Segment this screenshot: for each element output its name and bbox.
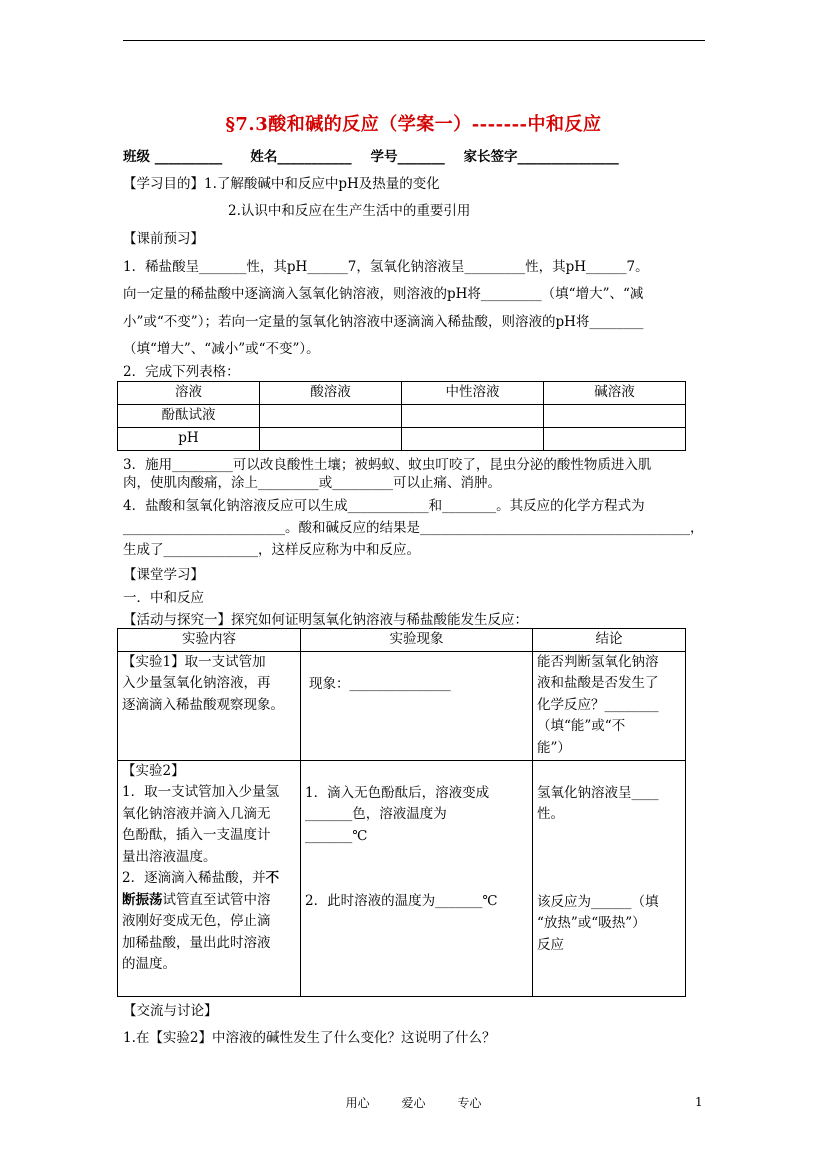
table-header: 酸溶液 [260,382,402,405]
number-field: 学号_______ [370,149,445,165]
preview-heading: 【课前预习】 [123,231,204,247]
objectives-label: 【学习目的】 [123,176,204,192]
name-field: 姓名___________ [250,149,352,165]
class-field: 班级 __________ [123,149,223,165]
preview-q1-line-1: 1．稀盐酸呈_______性，其pH______7，氢氧化钠溶液呈_________性，其pH______7。 [123,259,649,275]
exp2-phenomenon: 1．滴入无色酚酞后，溶液变成 _______色，溶液温度为 _______℃ 2．此时溶液的温度为_______℃ [301,760,533,996]
preview-q4-line-2: ________________________。酸和碱反应的结果是________________________________________， [123,520,704,536]
answer-cell [402,428,544,451]
experiment-table [117,628,686,997]
preview-q4-line-1: 4．盐酸和氢氧化钠溶液反应可以生成____________和________。其反应的化学方程式为 [123,498,645,514]
row-label: pH [118,428,260,451]
row-label: 酚酞试液 [118,405,260,428]
preview-q2: 2．完成下列表格： [123,364,240,380]
table-header: 实验内容 [118,629,301,652]
footer-item: 爱心 [401,1096,426,1110]
section-neutralization: 一．中和反应 [123,590,204,606]
answer-cell [260,428,402,451]
table-header: 碱溶液 [544,382,686,405]
objectives-line-1 [123,174,440,194]
answer-cell [544,428,686,451]
footer-item: 专心 [457,1096,482,1110]
page-title: §7.3酸和碱的反应（学案一）-------中和反应 [225,114,602,135]
preview-q1-line-4: （填“增大”、“减小”或“不变”）。 [123,341,320,357]
table-header: 结论 [533,629,686,652]
indicator-table [117,381,686,451]
header-rule [123,40,705,41]
preview-q1-line-3: 小”或“不变”）；若向一定量的氢氧化钠溶液中逐滴滴入稀盐酸，则溶液的pH将________ [123,314,644,330]
table-row [118,405,686,428]
exp1-phenomenon: 现象：_______________ [301,651,533,760]
parent-sign-field: 家长签字_______________ [463,149,619,165]
exp1-content: 【实验1】取一支试管加 入少量氢氧化钠溶液，再 逐滴滴入稀盐酸观察现象。 [118,651,301,760]
objective-1: 1.了解酸碱中和反应中pH及热量的变化 [204,176,440,192]
exp1-conclusion: 能否判断氢氧化钠溶 液和盐酸是否发生了 化学反应？________ （填“能”或“不 能”） [533,651,686,760]
student-info-line [123,147,619,167]
table-header: 溶液 [118,382,260,405]
objective-2: 2.认识中和反应在生产生活中的重要引用 [228,203,471,219]
table-header: 实验现象 [301,629,533,652]
table-row [118,428,686,451]
page-footer [0,1094,827,1111]
exp2-content: 【实验2】 1．取一支试管加入少量氢 氧化钠溶液并滴入几滴无 色酚酞，插入一支温度计 量出溶液温度。 2．逐滴滴入稀盐酸，并不 断振荡试管直至试管中溶 液刚好变成无色，停止滴 加稀盐酸，量出此时溶液 的温度。 [118,760,301,996]
preview-q4-line-3: 生成了______________，这样反应称为中和反应。 [123,542,420,558]
classroom-heading: 【课堂学习】 [123,567,204,583]
answer-cell [260,405,402,428]
activity-heading: 【活动与探究一】探究如何证明氢氧化钠溶液与稀盐酸能发生反应： [123,612,528,628]
discussion-heading: 【交流与讨论】 [123,1003,218,1019]
table-row [118,651,686,760]
preview-q3-line-1: 3．施用_________可以改良酸性土壤；被蚂蚁、蚊虫叮咬了，昆虫分泌的酸性物质进入肌 [123,457,652,473]
answer-cell [402,405,544,428]
table-row [118,760,686,996]
footer-item: 用心 [345,1096,370,1110]
preview-q1-line-2: 向一定量的稀盐酸中逐滴滴入氢氧化钠溶液，则溶液的pH将_________（填“增大”、“减 [123,286,644,302]
answer-cell [544,405,686,428]
page-number: 1 [695,1095,703,1109]
preview-q3-line-2: 肉，使肌肉酸痛，涂上_________或_________可以止痛、消肿。 [123,475,501,491]
exp2-conclusion: 氢氧化钠溶液呈____ 性。 该反应为______（填 “放热”或“吸热”） 反应 [533,760,686,996]
discussion-q1: 1.在【实验2】中溶液的碱性发生了什么变化？这说明了什么？ [123,1030,496,1046]
table-header: 中性溶液 [402,382,544,405]
